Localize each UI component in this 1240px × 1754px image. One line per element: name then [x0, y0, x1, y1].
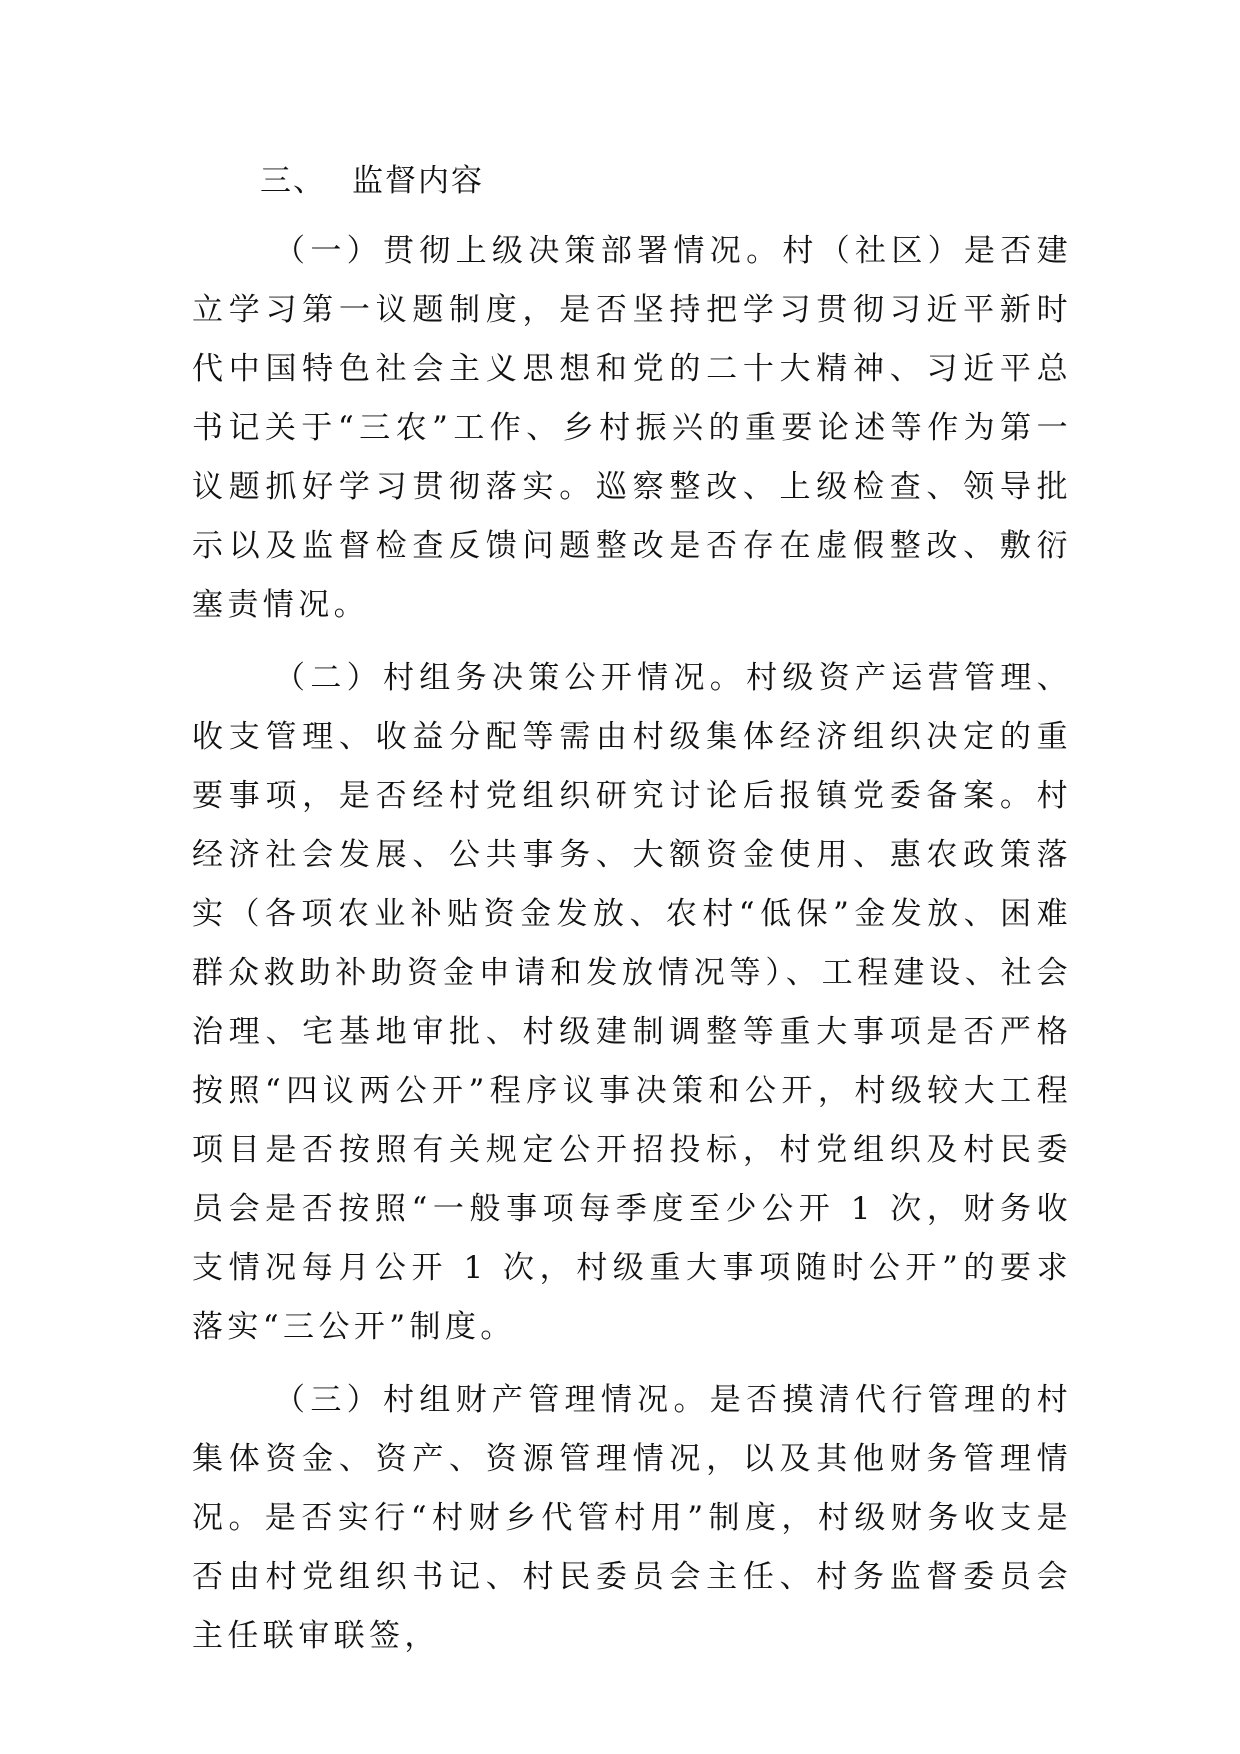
section-title: 监督内容 — [352, 163, 484, 199]
document-body — [192, 156, 1072, 1680]
section-number: 三、 — [260, 163, 326, 199]
paragraph-decision-deployment: （一）贯彻上级决策部署情况。村（社区）是否建立学习第一议题制度，是否坚持把学习贯彻习近平新时代中国特色社会主义思想和党的二十大精神、习近平总书记关于“三农”工作、乡村振兴的重要论述等作为第一议题抓好学习贯彻落实。巡察整改、上级检查、领导批示以及监督检查反馈问题整改是否存在虚假整改、敷衍塞责情况。 — [192, 233, 1072, 623]
section-heading — [192, 156, 1072, 206]
paragraph-property-management: （三）村组财产管理情况。是否摸清代行管理的村集体资金、资产、资源管理情况，以及其他财务管理情况。是否实行“村财乡代管村用”制度，村级财务收支是否由村党组织书记、村民委员会主任、村务监督委员会主任联审联签， — [192, 1382, 1072, 1654]
paragraph-village-affairs-disclosure: （二）村组务决策公开情况。村级资产运营管理、收支管理、收益分配等需由村级集体经济组织决定的重要事项，是否经村党组织研究讨论后报镇党委备案。村经济社会发展、公共事务、大额资金使用、惠农政策落实（各项农业补贴资金发放、农村“低保”金发放、困难群众救助补助资金申请和发放情况等）、工程建设、社会治理、宅基地审批、村级建制调整等重大事项是否严格按照“四议两公开”程序议事决策和公开，村级较大工程项目是否按照有关规定公开招投标，村党组织及村民委员会是否按照“一般事项每季度至少公开 1 次，财务收支情况每月公开 1 次，村级重大事项随时公开”的要求落实“三公开”制度。 — [192, 660, 1072, 1345]
